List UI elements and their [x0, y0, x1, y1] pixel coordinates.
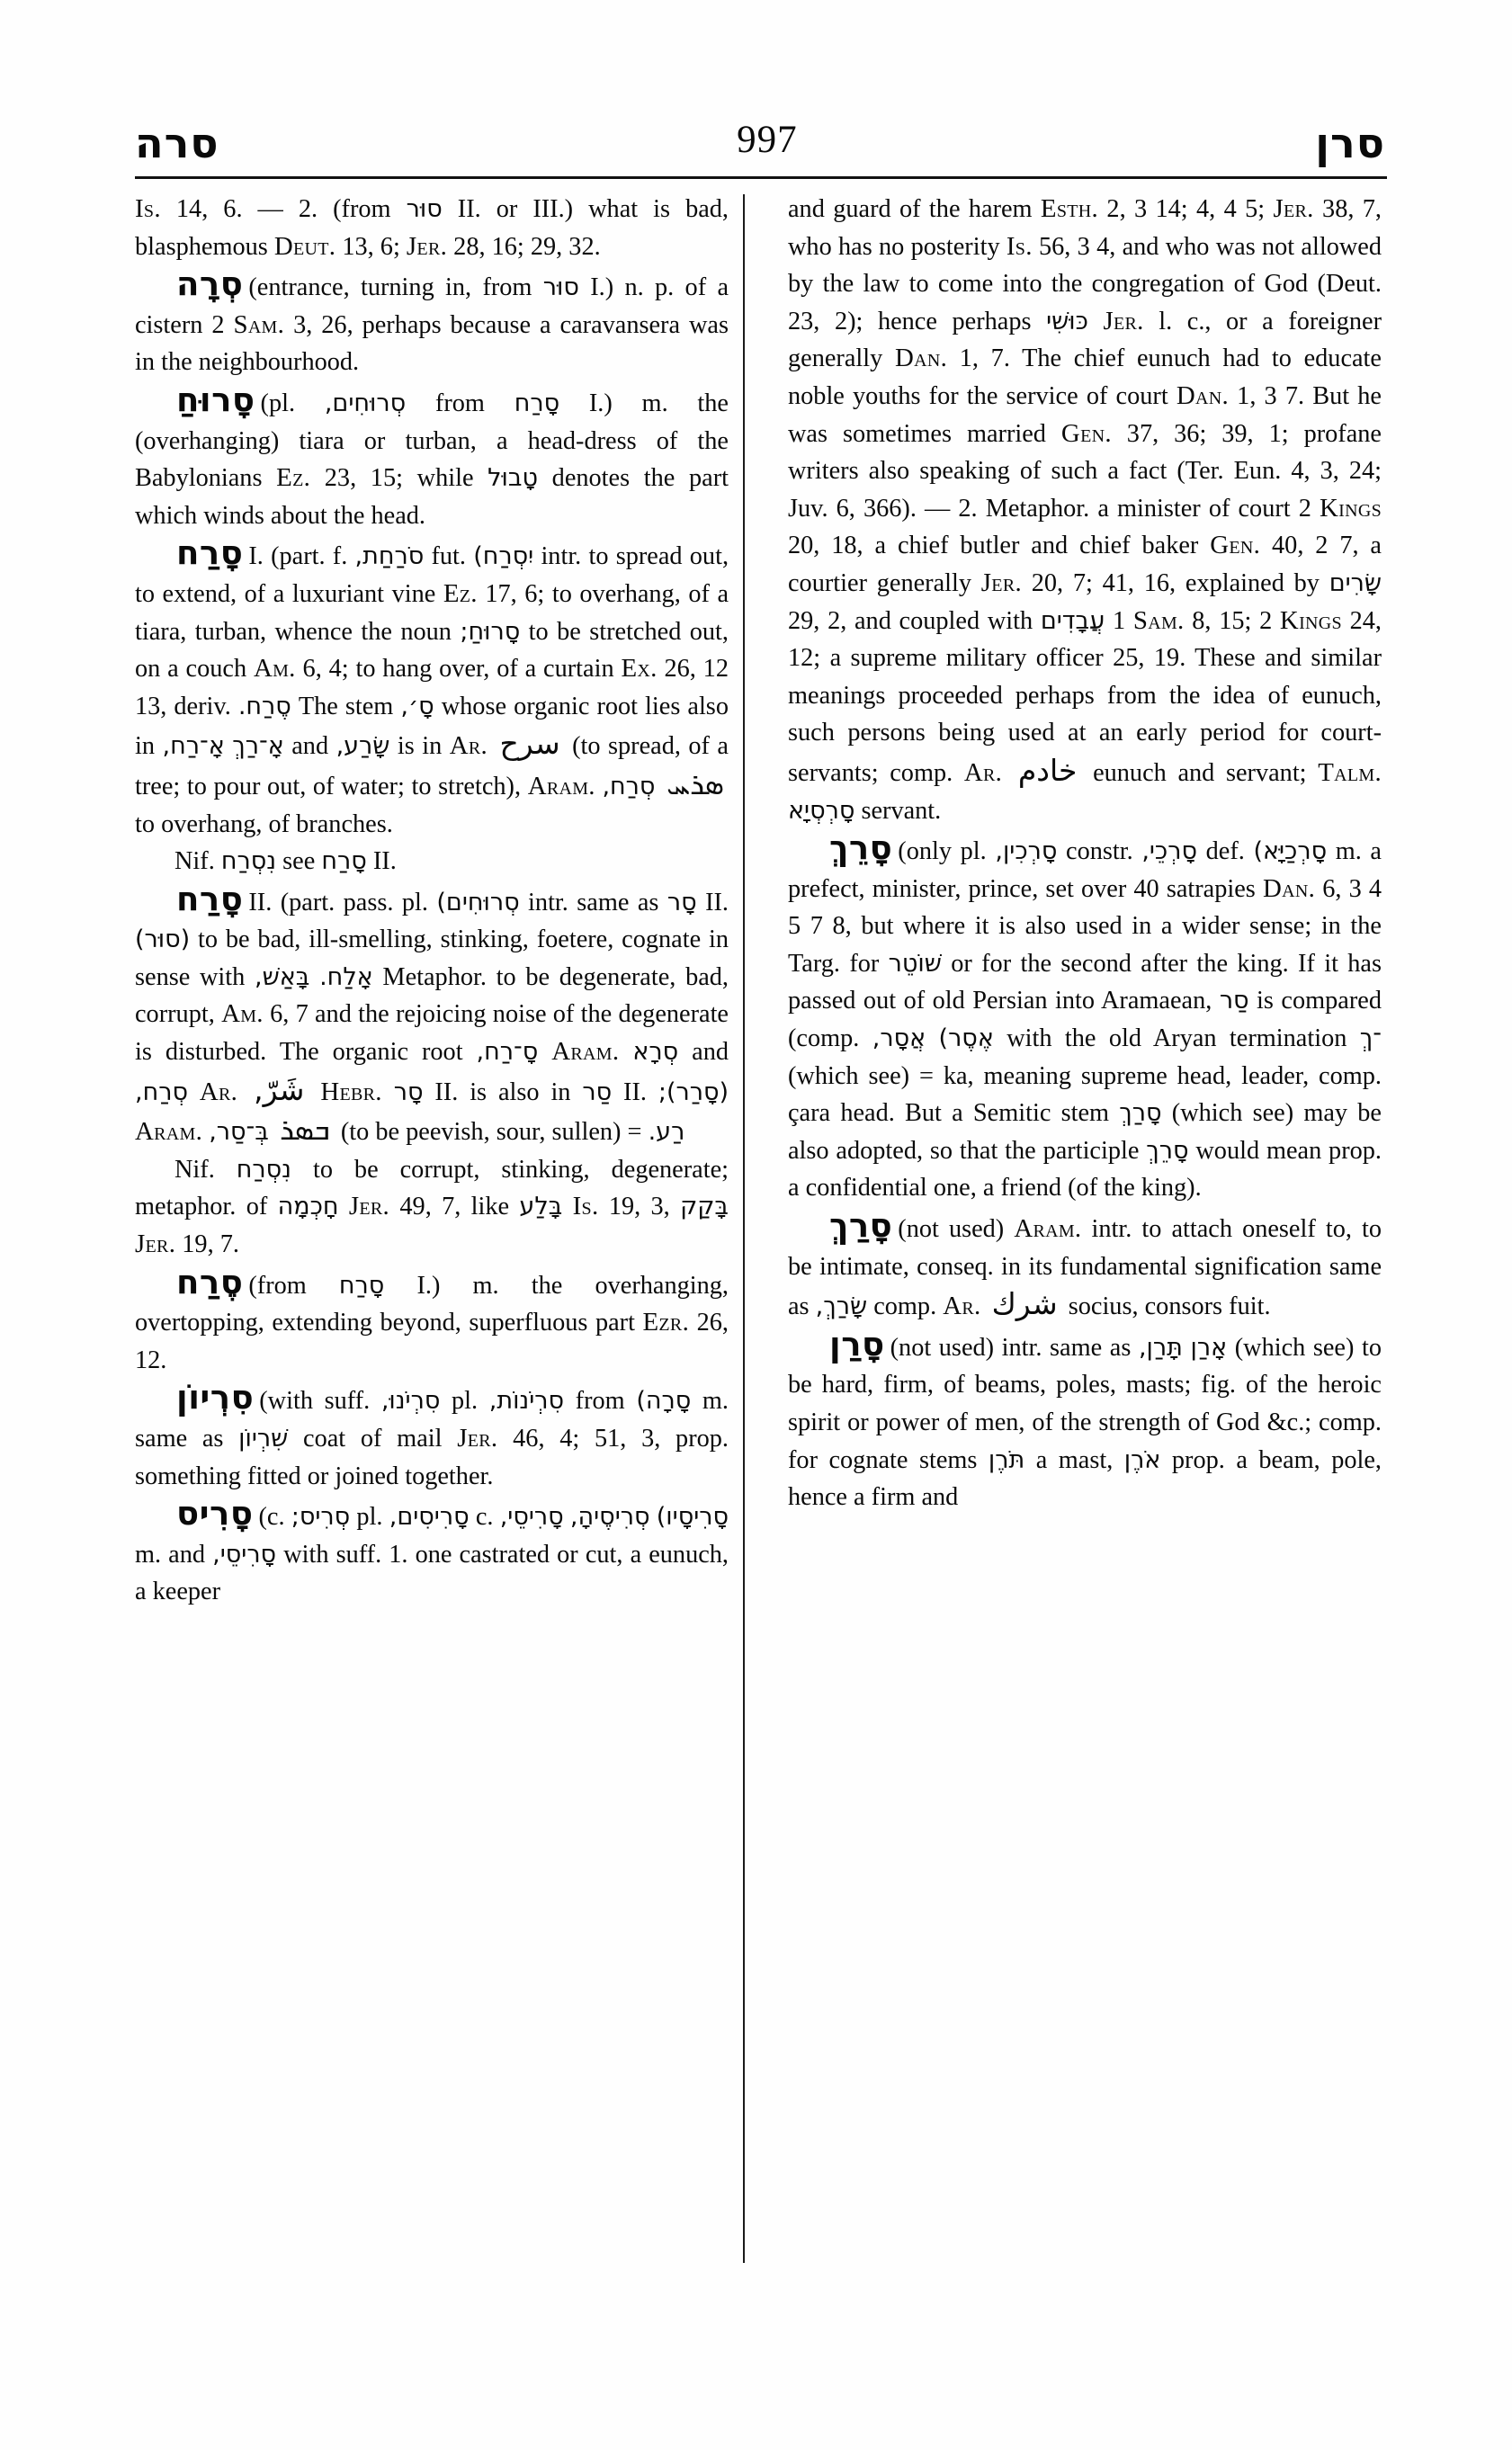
hebrew-word: אָלַח. [319, 962, 373, 991]
source-abbrev: Sam. [1132, 605, 1185, 635]
entry-lemma: סָרַךְ [829, 1206, 893, 1246]
entry-body: (c. סְרִיס; pl. סָרִיסִים, c. סָרִיסֵי, סְרִיסֶיהָ, סָרִיסָיו) m. and סָרִיסֵי, with suff. 1. one castrated or cut, a eunuch, a keeper [135, 1503, 729, 1606]
hebrew-word: בְּ־סַר, [209, 1118, 269, 1147]
hebrew-word: עֲבָדִים [1040, 606, 1105, 635]
source-abbrev: Hebr. [320, 1077, 382, 1106]
entry-sarach-ii [135, 881, 729, 1151]
hebrew-word: סָרַךְ [1119, 1099, 1162, 1128]
source-abbrev: Ar. [943, 1292, 981, 1321]
hebrew-word: סְרוּחִים) [436, 888, 520, 917]
body-columns [135, 191, 1387, 2268]
hebrew-word: טָבוּל [488, 464, 538, 493]
source-abbrev: Is. [572, 1192, 599, 1221]
hebrew-word: סָרְכֵי, [1141, 837, 1197, 866]
left-column [135, 191, 752, 2268]
entry-body: (not used) Aram. intr. to attach oneself to, to be intimate, conseq. in its fundamental signification same as שָׂרַךְ, comp. Ar. شرك socius, consors fuit. [788, 1214, 1382, 1322]
hebrew-word: סְרִיסֶיהָ, [569, 1503, 650, 1532]
hebrew-word: תֹּרֶן [988, 1445, 1025, 1474]
source-abbrev: Esth. [1040, 194, 1099, 223]
hebrew-word: סַר [582, 1077, 613, 1106]
entry-sarak-root [788, 1207, 1382, 1326]
entry-lemma: סָרַן [829, 1324, 885, 1364]
hebrew-word: בָּלַע [519, 1193, 563, 1221]
source-abbrev: Ar. [199, 1077, 238, 1106]
form-nifal-sarach-i [135, 843, 729, 881]
hebrew-word: סָרִיסָיו) [656, 1503, 729, 1532]
hebrew-word: בָּקַק [680, 1193, 729, 1221]
arabic-word: خادم [1017, 752, 1078, 788]
entry-body: (only pl. סָרְכִין, constr. סָרְכֵי, def. סָרְכַיָּא) m. a prefect, minister, prince, set over 40 satrapies Dan. 6, 3 4 5 7 8, but where it is also used in a wider sense; in the Targ. for שׁוֹטֵר or for the second after the king. If it has passed out of old Persian into Aramaean, סַר is compared (comp. אֲסָר, אֶסֶר) with the old Aryan termination ־ךְ (which see) = ka, meaning supreme head, leader, comp. çara head. But a Semitic stem סָרַךְ (which see) may be also adopted, so that the participle סָרֵךְ would mean prop. a confidential one, a friend (of the king). [788, 837, 1382, 1203]
entry-lemma: סִרְיוֹן [176, 1378, 255, 1417]
entry-siryon [135, 1379, 729, 1495]
source-abbrev: Aram. [1014, 1214, 1082, 1244]
hebrew-word: סָרִיסִים, [389, 1503, 470, 1532]
hebrew-word: סְרוּחִים, [324, 389, 407, 417]
hebrew-word: סַר [1219, 987, 1249, 1015]
hebrew-word: שָׂרַךְ, [815, 1292, 868, 1321]
hebrew-word: סָר [393, 1077, 424, 1106]
source-abbrev: Gen. [1060, 418, 1112, 448]
entry-serach [135, 1264, 729, 1380]
entry-roman-numeral: I. [248, 542, 272, 571]
entry-sarek [788, 829, 1382, 1207]
entry-body: (not used) intr. same as תָּרַן, אָרַן (which see) to be hard, firm, of beams, poles, masts; fig. of the heroic spirit or power of men, of the strength of God &c.; comp. for cognate stems תֹּרֶן a mast, אֹרֶן prop. a beam, pole, hence a firm and [788, 1333, 1382, 1512]
source-abbrev: Is. [1006, 231, 1033, 261]
source-abbrev: Jer. [135, 1229, 176, 1259]
hebrew-word: סָרָה) [636, 1387, 692, 1416]
source-abbrev: Is. [135, 194, 161, 223]
hebrew-word: אָ־רַח, [162, 732, 225, 761]
hebrew-word: סוּר [406, 195, 443, 223]
hebrew-word: סָרִיסֵי, [212, 1540, 277, 1569]
source-abbrev: Jer. [1273, 194, 1314, 223]
hebrew-word: ־ךְ [1359, 1024, 1382, 1053]
hebrew-word: סָרֵךְ [1146, 1136, 1189, 1165]
hebrew-word: סְרַח, [135, 1077, 188, 1106]
running-head-left-lemma: סרה [135, 119, 219, 167]
entry-body: (part. pass. pl. סְרוּחִים) intr. same as סָר II. (סוּר) to be bad, ill-smelling, stinking, foetere, cognate in sense with בָּאַשׁ, אָלַח. Metaphor. to be degenerate, bad, corrupt, Am. 6, 7 and the rejoicing noise of the degenerate is disturbed. The organic root סָ־רַח, Aram. סְרָא and סְרַח, Ar. شَرّ, Hebr. סָר II. is also in סַר II. (סָרַר); Aram. בְּ־סַר, ܒܣܪ (to be peevish, sour, sullen) = רַע. [135, 888, 729, 1148]
hebrew-word: סָרַח [338, 1271, 385, 1300]
source-abbrev: Am. [253, 654, 296, 684]
hebrew-word: (סָרַר); [658, 1077, 729, 1106]
hebrew-word: שָׂרַע, [336, 732, 390, 761]
hebrew-word: סָרַח [321, 847, 367, 876]
entry-lemma: סֶרַח [176, 1262, 244, 1301]
source-abbrev: Ez. [276, 463, 311, 493]
source-abbrev: Aram. [135, 1117, 203, 1147]
arabic-word: شرك [991, 1286, 1058, 1322]
hebrew-word: אֶסֶר) [938, 1024, 994, 1053]
hebrew-word: סָר [667, 888, 697, 917]
arabic-word: ܒܣܪ [279, 1112, 330, 1148]
hebrew-word: חָכְמָה [277, 1193, 339, 1221]
entry-lemma: סָרִיס [176, 1494, 254, 1533]
source-abbrev: Dan. [894, 344, 948, 373]
hebrew-word: סָ׳, [400, 692, 434, 720]
source-abbrev: Ex. [621, 654, 658, 684]
hebrew-word: סָרְכִין, [995, 837, 1058, 866]
source-abbrev: Deut. [273, 231, 336, 261]
source-abbrev: Jer. [457, 1424, 498, 1453]
source-abbrev: Jer. [980, 568, 1022, 597]
hebrew-word: אָרַן [1190, 1333, 1228, 1362]
hebrew-word: נִסְרַח [236, 1155, 291, 1184]
hebrew-word: סְרָא [632, 1038, 679, 1067]
right-column [752, 191, 1382, 2268]
hebrew-word: אֹרֶן [1123, 1445, 1161, 1474]
hebrew-word: שִׁרְיוֹן [238, 1425, 289, 1453]
hebrew-word: סָרַח [514, 389, 560, 417]
hebrew-word: רַע. [648, 1118, 685, 1147]
arabic-word: سرح [499, 726, 560, 762]
entry-saruach [135, 381, 729, 534]
hebrew-word: סֹרַחַת, [354, 542, 425, 571]
hebrew-word: סָ־רַח, [476, 1038, 539, 1067]
entry-continuation [135, 191, 729, 265]
entry-body: Is. 14, 6. — 2. (from סוּר II. or III.) what is bad, blasphemous Deut. 13, 6; Jer. 28, 16; 29, 32. [135, 194, 729, 261]
hebrew-word: סֶרַח. [237, 692, 291, 720]
source-abbrev: Aram. [551, 1037, 620, 1067]
source-abbrev: Dan. [1176, 380, 1230, 410]
form-nifal-sarach-ii [135, 1151, 729, 1264]
hebrew-word: כּוּשִׁי [1046, 307, 1088, 335]
hebrew-word: תָּרַן, [1138, 1333, 1183, 1362]
entry-body: (part. f. סֹרַחַת, fut. יִסְרַח) intr. to spread out, to extend, of a luxuriant vine Ez. 17, 6; to overhang, of a tiara, turban, whence the noun סָרוּחַ; to be stretched out, on a couch Am. 6, 4; to hang over, of a curtain Ex. 26, 12 13, deriv. סֶרַח. The stem סָ׳, whose organic root lies also in אָ־רַח, אָ־רַךְ and שָׂרַע, is in Ar. سرح (to spread, of a tree; to pour out, of water; to stretch), Aram. סְרַח, ܣܪܚ to overhang, of branches. [135, 542, 729, 838]
page-number: 997 [737, 119, 798, 161]
hebrew-word: סִרְיֹנוֹת, [488, 1387, 565, 1416]
source-abbrev: Gen. [1210, 531, 1261, 560]
entry-body: (entrance, turning in, from סוּר I.) n. p. of a cistern 2 Sam. 3, 26, perhaps because a caravansera was in the neighbourhood. [135, 273, 729, 377]
hebrew-word: סוּר [542, 273, 579, 302]
entry-body: and guard of the harem Esth. 2, 3 14; 4, 4 5; Jer. 38, 7, who has no posterity Is. 56, 3 4, and who was not allowed by the law to come into the congregation of God (Deut. 23, 2); hence perhaps כּוּשִׁי Jer. l. c., or a foreigner generally Dan. 1, 7. The chief eunuch had to educate noble youths for the service of court Dan. 1, 3 7. But he was sometimes married Gen. 37, 36; 39, 1; profane writers also speaking of such a fact (Ter. Eun. 4, 3, 24; Juv. 6, 366). — 2. Metaphor. a minister of court 2 Kings 20, 18, a chief butler and chief baker Gen. 40, 2 7, a courtier generally Jer. 20, 7; 41, 16, explained by שָׂרִים 29, 2, and coupled with עֲבָדִים 1 Sam. 8, 15; 2 Kings 24, 12; a supreme military officer 25, 19. These and similar meanings proceeded perhaps from the idea of eunuch, such persons being used at an early period for court-servants; comp. Ar. خادم eunuch and servant; Talm. סָרְסְיָא servant. [788, 194, 1382, 825]
arabic-word: شَرّ, [254, 1071, 305, 1107]
hebrew-word: אֲסָר, [872, 1024, 926, 1053]
hebrew-word: סָרְכַיָּא) [1253, 837, 1328, 866]
entry-saris-continuation [788, 191, 1382, 829]
hebrew-word: נִסְרַח [220, 847, 277, 876]
source-abbrev: Kings [1279, 605, 1342, 635]
entry-saran-root [788, 1326, 1382, 1516]
running-head [135, 86, 1385, 167]
entry-lemma: סָרַח [176, 533, 244, 573]
hebrew-word: אָ־רַךְ [232, 732, 284, 761]
entry-sarach-i [135, 534, 729, 843]
entry-lemma: סָרוּחַ [176, 380, 255, 419]
source-abbrev: Dan. [1262, 873, 1316, 903]
source-abbrev: Talm. [1318, 757, 1382, 787]
hebrew-word: סָרְסְיָא [788, 796, 855, 825]
entry-sarah [135, 265, 729, 381]
entry-body: (with suff. סִרְיֹנוּ, pl. סִרְיֹנוֹת, from סָרָה) m. same as שִׁרְיוֹן coat of mail Jer. 46, 4; 51, 3, prop. something fitted or joined together. [135, 1387, 729, 1490]
hebrew-word: (סוּר) [135, 925, 191, 954]
hebrew-word: שָׂרִים [1329, 568, 1382, 597]
entry-lemma: סָרַח [176, 879, 244, 918]
hebrew-word: יִסְרַח) [473, 542, 534, 571]
source-abbrev: Jer. [406, 231, 448, 261]
hebrew-word: סְרִיס; [291, 1503, 351, 1532]
source-abbrev: Aram. [527, 771, 595, 800]
source-abbrev: Am. [221, 999, 264, 1029]
entry-roman-numeral: II. [248, 888, 281, 917]
hebrew-word: סְרַח, [602, 772, 656, 800]
source-abbrev: Sam. [233, 309, 285, 339]
hebrew-word: שׁוֹטֵר [888, 949, 942, 978]
entry-lemma: סָרֵךְ [829, 828, 893, 868]
hebrew-word: סִרְיֹנוּ, [380, 1387, 441, 1416]
header-rule [135, 176, 1387, 179]
hebrew-word: סָרוּחַ; [460, 617, 521, 646]
entry-saris [135, 1495, 729, 1611]
arabic-word: ܣܪܚ [667, 765, 724, 801]
source-abbrev: Jer. [348, 1192, 390, 1221]
source-abbrev: Kings [1319, 493, 1382, 523]
entry-body: Nif. נִסְרַח see סָרַח II. [174, 847, 397, 876]
hebrew-word: סָרִיסֵי, [499, 1503, 564, 1532]
source-abbrev: Ez. [443, 578, 478, 608]
entry-body: Nif. נִסְרַח to be corrupt, stinking, degenerate; metaphor. of חָכְמָה Jer. 49, 7, like בָּלַע Is. 19, 3, בָּקַק Jer. 19, 7. [135, 1155, 729, 1259]
entry-body: (pl. סְרוּחִים, from סָרַח I.) m. the (overhanging) tiara or turban, a head-dress of the Babylonians Ez. 23, 15; while טָבוּל denotes the part which winds about the head. [135, 389, 729, 530]
source-abbrev: Jer. [1103, 306, 1144, 335]
entry-lemma: סְרָה [176, 264, 244, 304]
source-abbrev: Ezr. [642, 1308, 690, 1337]
source-abbrev: Ar. [449, 731, 488, 761]
entry-body: (from סָרַח I.) m. the overhanging, overtopping, extending beyond, superfluous part Ezr. 26, 12. [135, 1271, 729, 1374]
running-head-right-lemma: סרן [1315, 119, 1385, 167]
source-abbrev: Ar. [963, 757, 1003, 787]
hebrew-word: בָּאַשׁ, [255, 962, 310, 991]
